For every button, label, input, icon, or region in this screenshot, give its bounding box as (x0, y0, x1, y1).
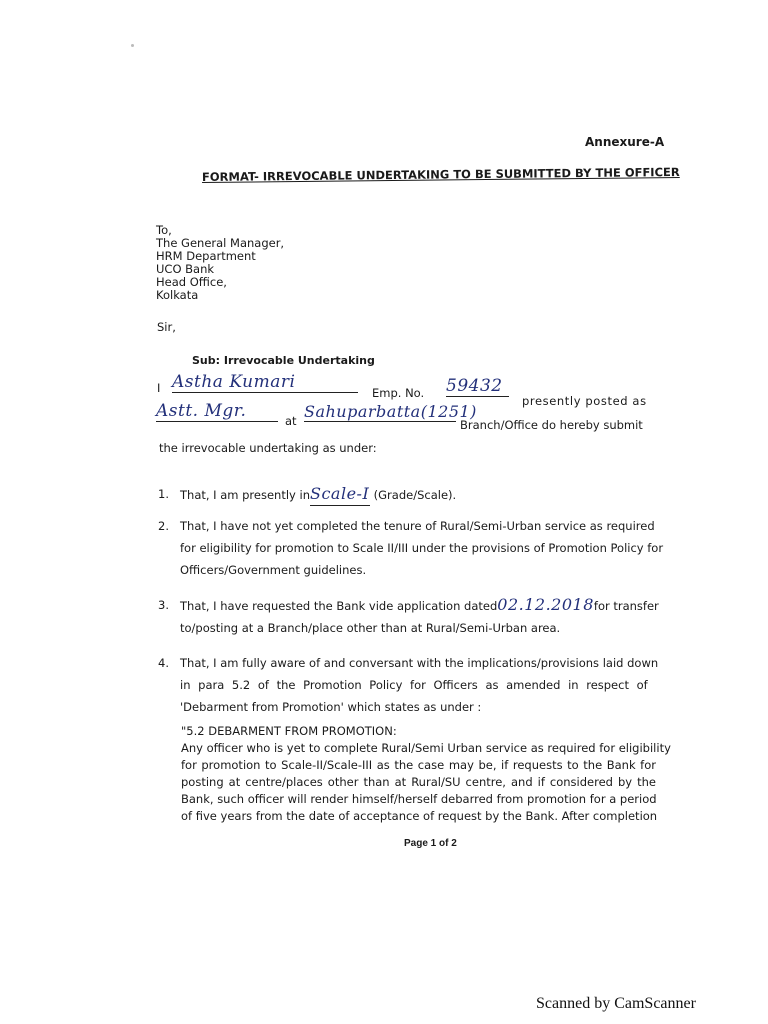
debarment-clause (181, 723, 671, 825)
list-item-1 (158, 483, 658, 506)
designation: Astt. Mgr. (156, 401, 278, 422)
item1-suffix: (Grade/Scale). (373, 488, 457, 502)
list-item-2 (158, 515, 664, 581)
page-number: Page 1 of 2 (404, 838, 457, 849)
clause-line: of five years from the date of acceptance of request by the Bank. After completion (181, 809, 658, 823)
address-block (156, 224, 284, 302)
item2-line-2: for eligibility for promotion to Scale II/III under the provisions of Promotion Policy for (180, 541, 664, 555)
item4-line-3: 'Debarment from Promotion' which states as under : (180, 700, 482, 714)
officer-scale: Scale-I (310, 483, 370, 506)
clause-line: Bank, such officer will render himself/herself debarred from promotion for a period (181, 792, 657, 806)
list-item-3 (158, 594, 658, 639)
item2-line-3: Officers/Government guidelines. (180, 563, 367, 577)
item-number: 4. (158, 656, 169, 670)
name-field (172, 372, 358, 393)
annexure-label: Annexure-A (585, 135, 665, 149)
item-number: 1. (158, 487, 169, 501)
item3-suffix: for transfer (593, 599, 659, 613)
intro-i: I (157, 381, 161, 395)
item3-line-2: to/posting at a Branch/place other than at Rural/Semi-Urban area. (180, 621, 561, 635)
list-item-4 (158, 652, 658, 718)
presently-posted-text: presently posted as (522, 394, 647, 408)
salutation: Sir, (157, 320, 176, 334)
address-line: Kolkata (156, 288, 199, 302)
at-text: at (285, 414, 297, 428)
item4-line-1: That, I am fully aware of and conversant with the implications/provisions laid down (180, 656, 659, 670)
branch-suffix: Branch/Office do hereby submit (460, 418, 643, 432)
format-title: FORMAT- IRREVOCABLE UNDERTAKING TO BE SUBMITTED BY THE OFFICER (201, 164, 680, 184)
subject-line: Sub: Irrevocable Undertaking (192, 354, 375, 367)
intro-line-3: the irrevocable undertaking as under: (159, 441, 377, 455)
item-number: 2. (158, 519, 169, 533)
address-line: HRM Department (156, 249, 256, 263)
scan-speck (131, 44, 134, 47)
branch-name: Sahuparbatta(1251) (304, 402, 477, 421)
item-number: 3. (158, 598, 169, 612)
item1-prefix: That, I am presently in (180, 488, 310, 502)
clause-line: Any officer who is yet to complete Rural/Semi Urban service as required for eligibility (181, 741, 671, 755)
application-date: 02.12.2018 (497, 595, 594, 614)
scanner-watermark: Scanned by CamScanner (536, 995, 696, 1012)
item2-line-1: That, I have not yet completed the tenure of Rural/Semi-Urban service as required (180, 519, 655, 533)
address-line: UCO Bank (156, 262, 215, 276)
address-line: The General Manager, (156, 236, 285, 250)
employee-number: 59432 (446, 376, 509, 397)
emp-label: Emp. No. (372, 386, 425, 400)
item3-prefix: That, I have requested the Bank vide application dated (180, 599, 498, 613)
clause-line: posting at centre/places other than at Rural/SU centre, and if considered by the (181, 775, 656, 789)
officer-name: Astha Kumari (172, 372, 358, 393)
item4-line-2: in para 5.2 of the Promotion Policy for Officers as amended in respect of (180, 678, 648, 692)
clause-heading: "5.2 DEBARMENT FROM PROMOTION: (181, 724, 397, 738)
clause-line: for promotion to Scale-II/Scale-III as the case may be, if requests to the Bank for (181, 758, 656, 772)
address-to: To, (156, 223, 172, 237)
address-line: Head Office, (156, 275, 227, 289)
